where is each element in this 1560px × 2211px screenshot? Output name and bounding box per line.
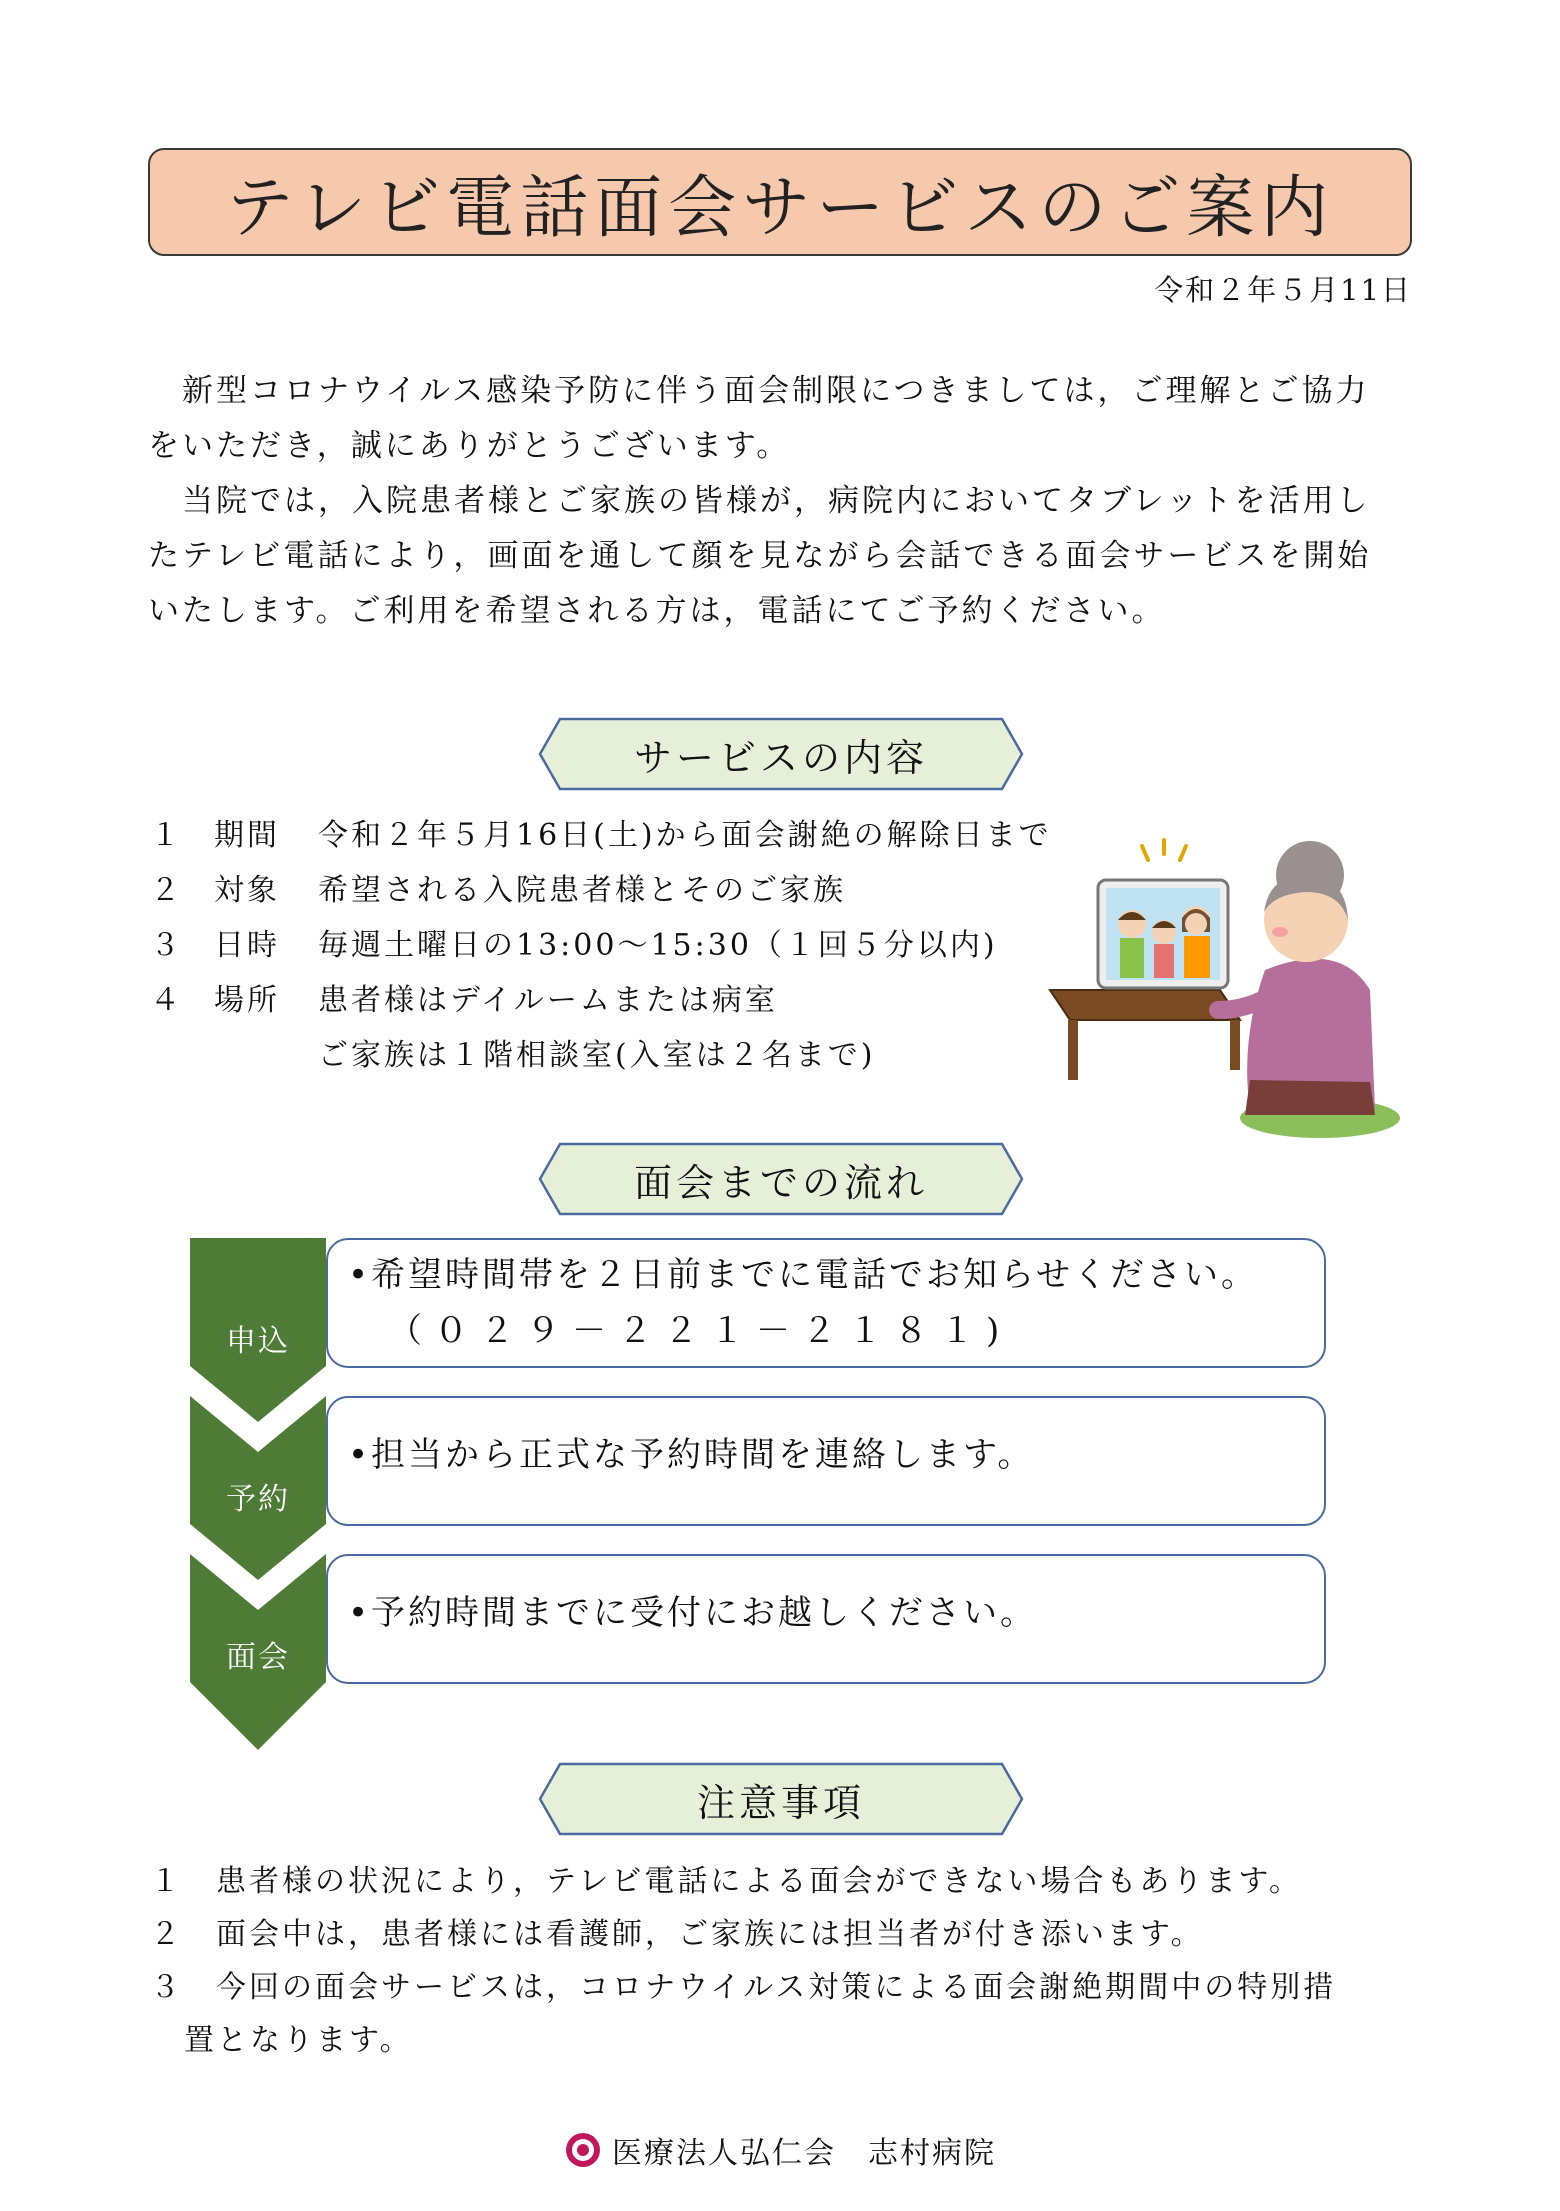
item-number: ３ [150, 928, 183, 963]
flow-step-text-3: •予約時間までに受付にお越しください。 [348, 1593, 1038, 1633]
flow-step-box-3 [326, 1554, 1326, 1684]
item-value: 令和２年５月16日(土)から面会謝絶の解除日まで [318, 818, 1052, 853]
intro-line-3: 当院では，入院患者様とご家族の皆様が，病院内においてタブレットを活用し [148, 483, 1371, 519]
note-number: ３ [150, 1970, 183, 2005]
item-key: 日時 [214, 928, 280, 963]
service-item-3 [150, 926, 998, 966]
section-title-notes: 注意事項 [696, 1780, 865, 1825]
note-text: 患者様の状況により，テレビ電話による面会ができない場合もあります。 [216, 1864, 1302, 1899]
item-key: 対象 [214, 873, 280, 908]
intro-line-4: たテレビ電話により，画面を通して顔を見ながら会話できる面会サービスを開始 [148, 538, 1372, 574]
service-item-4 [150, 981, 778, 1021]
hospital-name: 医療法人弘仁会 志村病院 [612, 2136, 996, 2171]
flow-step-label-2: 予約 [226, 1482, 290, 1517]
grandmother-tablet-illustration [1040, 820, 1400, 1140]
item-number: １ [150, 818, 183, 853]
item-number: ４ [150, 983, 183, 1018]
service-item-4-line-2: ご家族は１階相談室(入室は２名まで) [318, 1038, 876, 1073]
note-text: 面会中は，患者様には看護師，ご家族には担当者が付き添います。 [216, 1917, 1204, 1952]
section-header-service [538, 717, 1024, 791]
note-item-2 [150, 1915, 1204, 1955]
service-item-2 [150, 871, 846, 911]
item-value: 希望される入院患者様とそのご家族 [318, 873, 846, 908]
section-title-flow: 面会までの流れ [633, 1160, 928, 1205]
footer [0, 2128, 1560, 2172]
note-item-1 [150, 1862, 1302, 1902]
section-title-service: サービスの内容 [633, 735, 928, 780]
flow-step-text-2: •担当から正式な予約時間を連絡します。 [348, 1435, 1035, 1475]
issue-date: 令和２年５月11日 [1154, 273, 1412, 307]
intro-line-2: をいただき，誠にありがとうございます。 [148, 428, 791, 464]
page-title-box [148, 148, 1412, 256]
note-number: １ [150, 1864, 183, 1899]
flow-step-box-2 [326, 1396, 1326, 1526]
item-key: 期間 [214, 818, 280, 853]
flow-step-label-1: 申込 [226, 1324, 290, 1359]
section-header-notes [538, 1762, 1024, 1836]
intro-line-1: 新型コロナウイルス感染予防に伴う面会制限につきましては，ご理解とご協力 [148, 373, 1370, 409]
note-item-3-line-2: 置となります。 [184, 2023, 413, 2058]
attention-marks-icon [1142, 840, 1186, 860]
item-value: 患者様はデイルームまたは病室 [318, 983, 778, 1018]
section-header-flow [538, 1142, 1024, 1216]
note-number: ２ [150, 1917, 183, 1952]
service-item-1 [150, 816, 1052, 856]
flow-step-phone: （０２９－２２１－２１８１) [388, 1311, 1012, 1351]
note-item-3 [150, 1968, 1336, 2008]
note-text: 今回の面会サービスは，コロナウイルス対策による面会謝絶期間中の特別措 [216, 1970, 1337, 2005]
item-number: ２ [150, 873, 183, 908]
flow-step-label-3: 面会 [226, 1640, 290, 1675]
intro-line-5: いたします。ご利用を希望される方は，電話にてご予約ください。 [148, 593, 1166, 629]
flow-step-text-1: •希望時間帯を２日前までに電話でお知らせください。 [348, 1255, 1259, 1295]
hospital-logo-icon [564, 2131, 602, 2169]
item-key: 場所 [214, 983, 280, 1018]
page-title: テレビ電話面会サービスのご案内 [225, 168, 1335, 248]
item-value: 毎週土曜日の13:00～15:30（１回５分以内) [318, 928, 998, 963]
flow-step-box-1 [326, 1238, 1326, 1368]
